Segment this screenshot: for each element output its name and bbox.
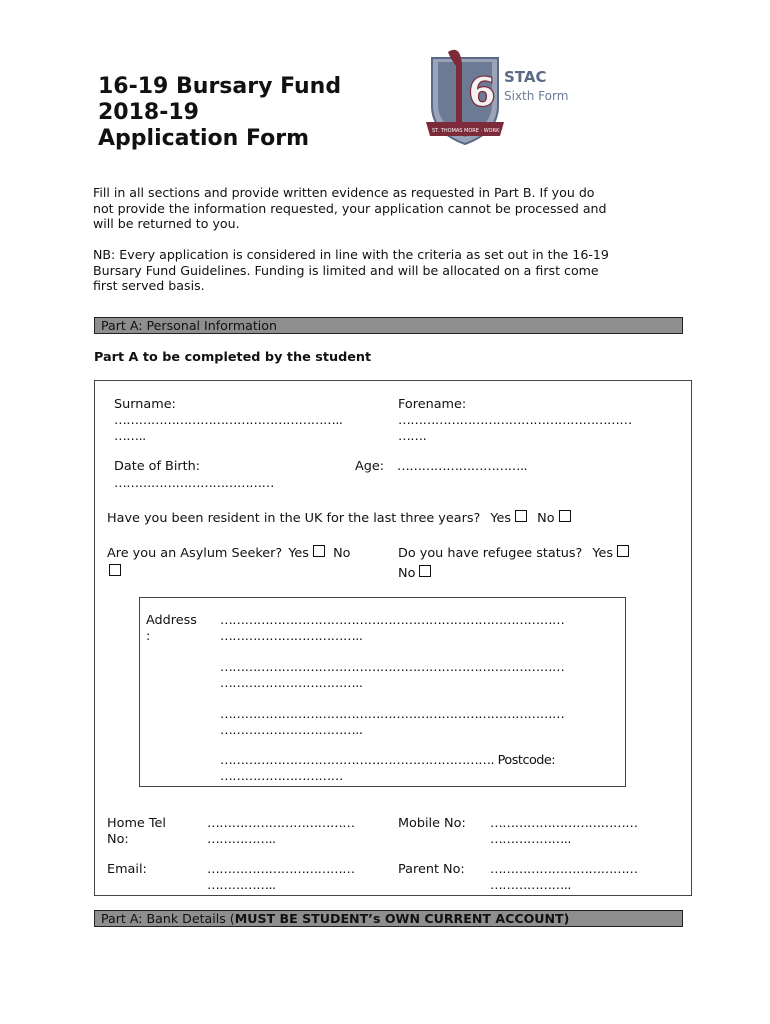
surname-label: Surname: [114,397,176,412]
postcode-field[interactable]: ………………………… [220,769,343,784]
asylum-yes-checkbox[interactable] [313,545,325,557]
resident-question: Have you been resident in the UK for the last three years? Yes No [107,510,571,527]
svg-text:6: 6 [468,70,496,116]
age-field[interactable]: ………………………….. [397,459,528,474]
intro-paragraph-1: Fill in all sections and provide written evidence as requested in Part B. If you do not provide the information requested, your application cannot be processed and will be returned to you. [93,185,607,231]
home-tel-label: Home Tel No: [107,816,166,847]
parent-field-cont[interactable]: ……………….. [490,878,571,893]
resident-yes-checkbox[interactable] [515,510,527,522]
title-line-1: 16-19 Bursary Fund [98,74,342,99]
asylum-no-checkbox[interactable] [109,564,121,576]
age-label: Age: [355,459,385,474]
address-line-4[interactable]: …………………………………………………………. Postcode: [220,753,556,768]
title-line-2: 2018-19 [98,100,199,125]
home-tel-field[interactable]: ……………………………… [207,816,355,831]
address-line-2-cont[interactable]: …………………………….. [220,676,363,691]
address-line-3-cont[interactable]: …………………………….. [220,723,363,738]
refugee-yes-checkbox[interactable] [617,545,629,557]
forename-label: Forename: [398,397,467,412]
resident-no-checkbox[interactable] [559,510,571,522]
dob-label: Date of Birth: [114,459,201,474]
logo-brand: STAC [504,68,547,86]
section-bar-personal-information: Part A: Personal Information [94,317,683,334]
address-line-1-cont[interactable]: …………………………….. [220,629,363,644]
section-subheading: Part A to be completed by the student [94,350,372,365]
title-line-3: Application Form [98,126,310,151]
mobile-field-cont[interactable]: ……………….. [490,832,571,847]
page-title [98,74,398,152]
address-label: Address : [146,613,197,644]
email-label: Email: [107,862,147,877]
address-line-2[interactable]: ………………………………………………………………………… [220,660,565,675]
address-line-3[interactable]: ………………………………………………………………………… [220,707,565,722]
surname-field[interactable]: ……………………………………………….. [114,413,343,428]
mobile-label: Mobile No: [398,816,466,831]
refugee-question: Do you have refugee status? Yes [398,545,629,562]
parent-label: Parent No: [398,862,465,877]
asylum-question: Are you an Asylum Seeker? Yes No [107,546,351,561]
intro-paragraph-2: NB: Every application is considered in line with the criteria as set out in the 16-19 Bursary Fund Guidelines. Funding is limited and will be allocated on a first come first served basis. [93,247,609,293]
surname-field-cont[interactable]: …….. [114,429,146,444]
forename-field-cont[interactable]: ……. [398,429,427,444]
school-logo [420,44,590,150]
svg-text:ST. THOMAS MORE · WORK · TO LO: ST. THOMAS MORE · WORK · TO LOVE · TO PRAISE [432,128,557,134]
forename-field[interactable]: ………………………………………………… [398,413,632,428]
parent-field[interactable]: ……………………………… [490,862,638,877]
home-tel-field-cont[interactable]: …………….. [207,832,276,847]
logo-subtitle: Sixth Form [504,89,569,103]
mobile-field[interactable]: ……………………………… [490,816,638,831]
section-bar-bank-details: Part A: Bank Details (MUST BE STUDENT’s OWN CURRENT ACCOUNT) [94,910,683,927]
refugee-no-checkbox[interactable] [419,565,431,577]
email-field[interactable]: ……………………………… [207,862,355,877]
dob-field[interactable]: ………………………………… [114,476,274,491]
shield-logo-icon [420,44,590,150]
address-line-1[interactable]: ………………………………………………………………………… [220,613,565,628]
email-field-cont[interactable]: …………….. [207,878,276,893]
